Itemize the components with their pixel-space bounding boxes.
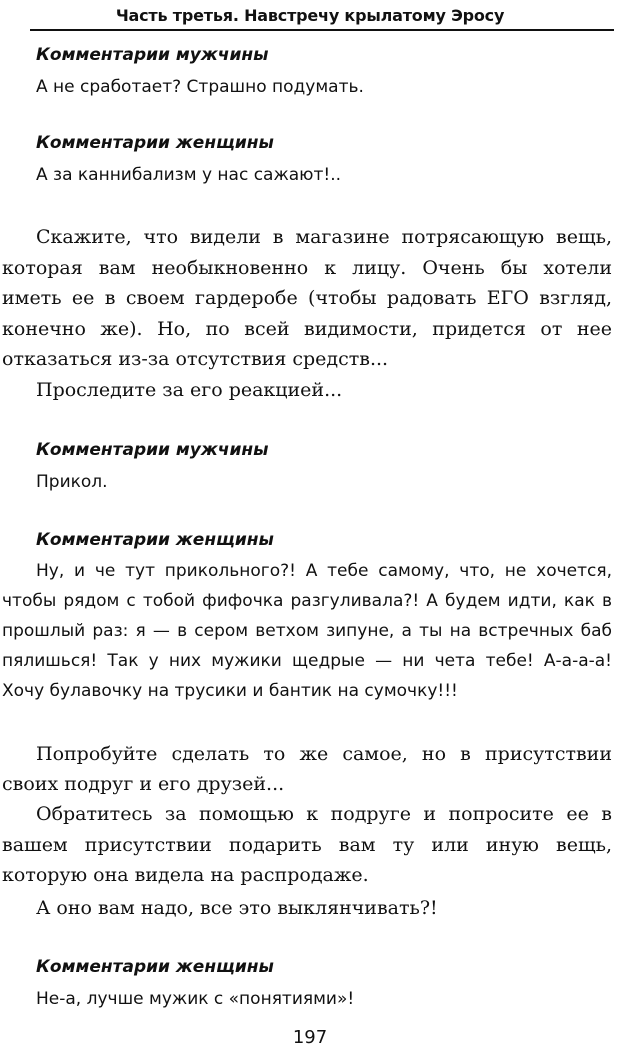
- comment-text-female: Не-а, лучше мужик с «понятиями»!: [36, 989, 355, 1009]
- body-line: конечно же). Но, по всей видимости, придется от нее: [2, 318, 612, 340]
- body-line: которую она видела на распродаже.: [2, 864, 369, 886]
- comment-text-line: Хочу булавочку на трусики и бантик на сумочку!!!: [2, 681, 458, 701]
- comment-heading-female: Комментарии женщины: [36, 530, 274, 550]
- body-line: отказаться из-за отсутствия средств...: [2, 348, 389, 370]
- comment-heading-male: Комментарии мужчины: [36, 440, 269, 460]
- body-line: А оно вам надо, все это выклянчивать?!: [36, 897, 438, 919]
- comment-text-line: Ну, и че тут прикольного?! А тебе самому, что, не хочется,: [36, 561, 612, 581]
- comment-text-line: пялишься! Так у них мужики щедрые — ни чета тебе! А-а-а-а!: [2, 651, 612, 671]
- page-number: 197: [292, 1027, 328, 1048]
- comment-text-line: прошлый раз: я — в сером ветхом зипуне, а ты на встречных баб: [2, 621, 612, 641]
- body-line: Скажите, что видели в магазине потрясающую вещь,: [36, 226, 612, 248]
- body-line: иметь ее в своем гардеробе (чтобы радовать ЕГО взгляд,: [2, 287, 612, 309]
- header-rule: [30, 29, 614, 31]
- comment-text-female: А за каннибализм у нас сажают!..: [36, 165, 342, 185]
- body-line: которая вам необыкновенно к лицу. Очень бы хотели: [2, 257, 612, 279]
- running-header: Часть третья. Навстречу крылатому Эросу: [115, 6, 505, 25]
- body-line: Попробуйте сделать то же самое, но в присутствии: [36, 743, 612, 765]
- comment-text-line: чтобы рядом с тобой фифочка разгуливала?! А будем идти, как в: [2, 591, 612, 611]
- comment-heading-male: Комментарии мужчины: [36, 45, 269, 65]
- body-line: Проследите за его реакцией...: [36, 379, 343, 401]
- comment-text-male: Прикол.: [36, 472, 108, 492]
- body-line: Обратитесь за помощью к подруге и попросите ее в: [36, 803, 612, 825]
- body-line: вашем присутствии подарить вам ту или иную вещь,: [2, 834, 612, 856]
- body-line: своих подруг и его друзей...: [2, 773, 285, 795]
- comment-heading-female: Комментарии женщины: [36, 957, 274, 977]
- comment-text-male: А не сработает? Страшно подумать.: [36, 77, 364, 97]
- comment-heading-female: Комментарии женщины: [36, 133, 274, 153]
